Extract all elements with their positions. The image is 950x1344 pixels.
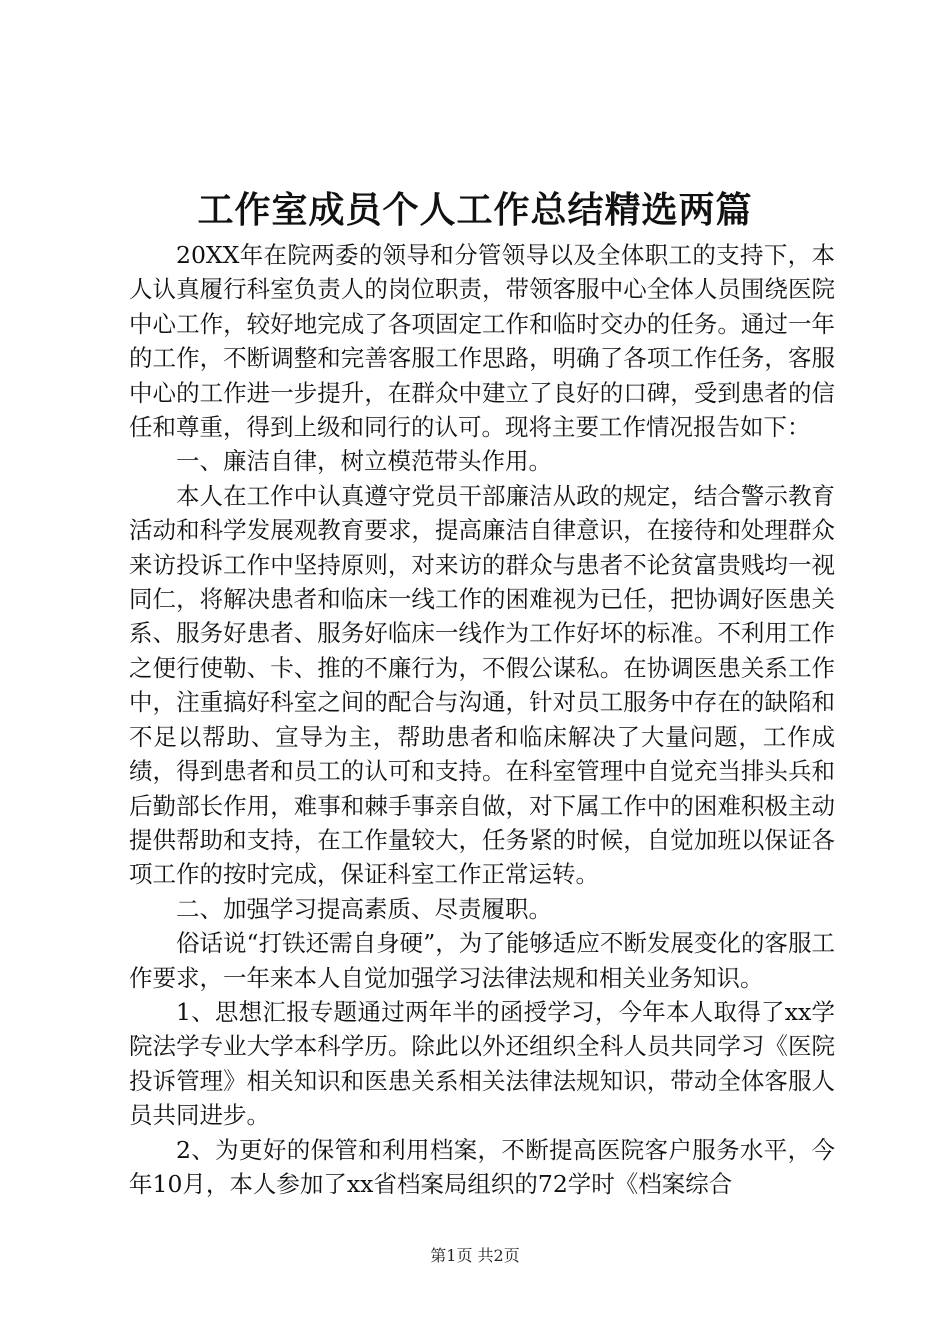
section-heading-1: 一、廉洁自律，树立模范带头作用。	[176, 447, 552, 476]
page-footer: 第1页 共2页	[430, 1246, 520, 1265]
paragraph-item-1: 1、思想汇报专题通过两年半的函授学习，今年本人取得了xx学院法学专业大学本科学历。除此以外还组织全科人员共同学习《医院投诉管理》相关知识和医患关系相关法律法规知识，带动全体客服人员共同进步。	[129, 997, 835, 1130]
document-body	[129, 238, 835, 1201]
paragraph-section-1: 本人在工作中认真遵守党员干部廉洁从政的规定，结合警示教育活动和科学发展观教育要求，提高廉洁自律意识，在接待和处理群众来访投诉工作中坚持原则，对来访的群众与患者不论贫富贵贱均一视同仁，将解决患者和临床一线工作的困难视为已任，把协调好医患关系、服务好患者、服务好临床一线作为工作好坏的标准。不利用工作之便行使勒、卡、推的不廉行为，不假公谋私。在协调医患关系工作中，注重搞好科室之间的配合与沟通，针对员工服务中存在的缺陷和不足以帮助、宣导为主，帮助患者和临床解决了大量问题，工作成绩，得到患者和员工的认可和支持。在科室管理中自觉充当排头兵和后勤部长作用，难事和棘手事亲自做，对下属工作中的困难积极主动提供帮助和支持，在工作量较大，任务紧的时候，自觉加班以保证各项工作的按时完成，保证科室工作正常运转。	[129, 481, 835, 889]
section-heading-2: 二、加强学习提高素质、尽责履职。	[176, 894, 552, 923]
paragraph-intro: 20XX年在院两委的领导和分管领导以及全体职工的支持下，本人认真履行科室负责人的岗位职责，带领客服中心全体人员围绕医院中心工作，较好地完成了各项固定工作和临时交办的任务。通过一年的工作，不断调整和完善客服工作思路，明确了各项工作任务，客服中心的工作进一步提升，在群众中建立了良好的口碑，受到患者的信任和尊重，得到上级和同行的认可。现将主要工作情况报告如下：	[129, 241, 835, 442]
paragraph-section-2: 俗话说“打铁还需自身硬”，为了能够适应不断发展变化的客服工作要求，一年来本人自觉加强学习法律法规和相关业务知识。	[129, 929, 835, 992]
paragraph-item-2: 2、为更好的保管和利用档案，不断提高医院客户服务水平，今年10月，本人参加了xx省档案局组织的72学时《档案综合	[129, 1135, 835, 1198]
page-title: 工作室成员个人工作总结精选两篇	[197, 189, 753, 231]
